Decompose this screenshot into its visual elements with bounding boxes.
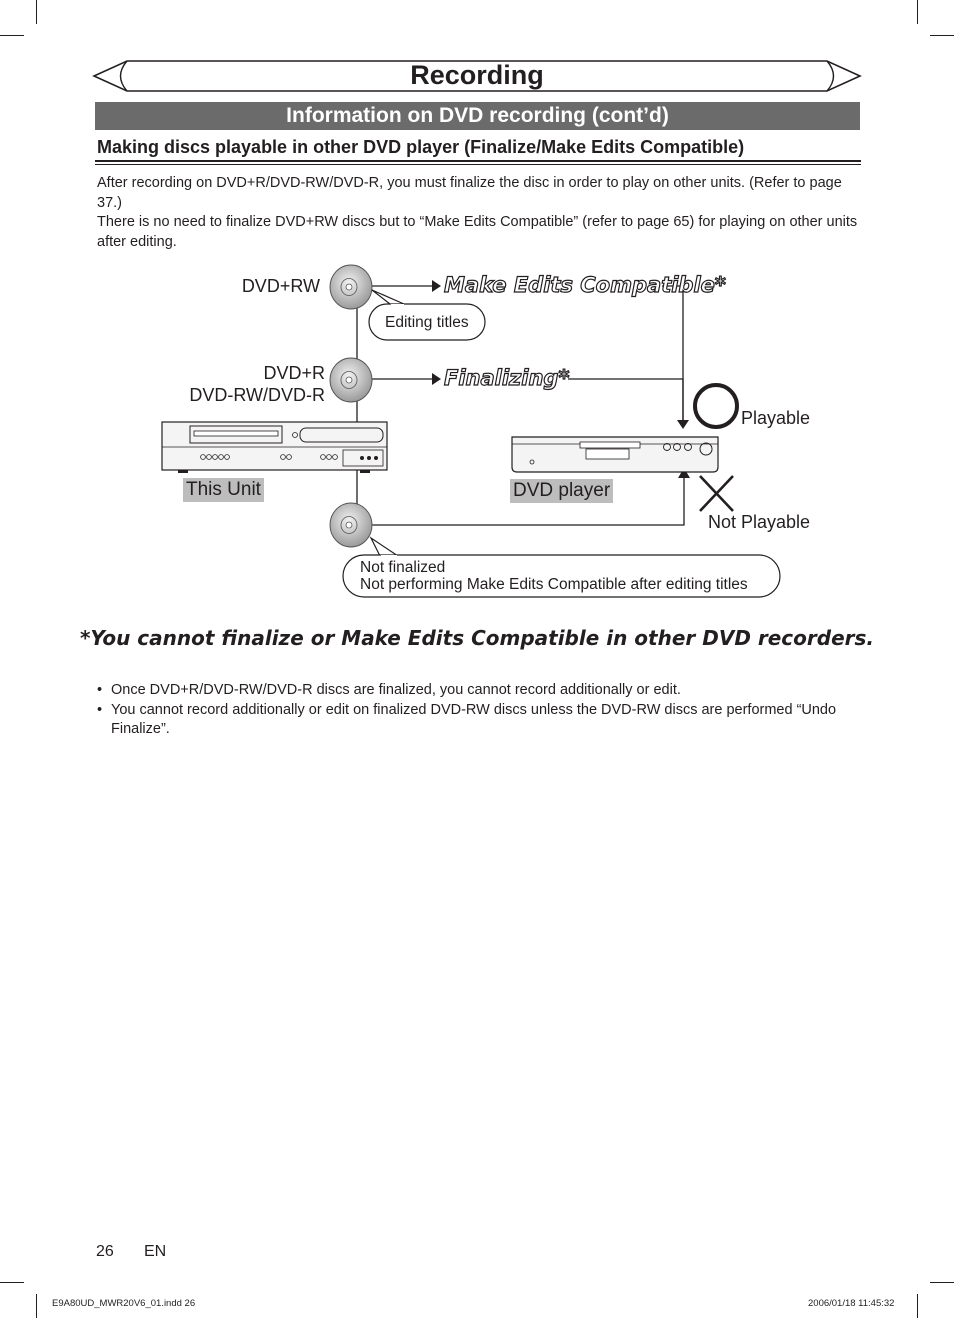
crop-mark — [36, 0, 37, 24]
make-edits-compatible-heading: Make Edits Compatible* — [444, 273, 726, 297]
bullet-text: You cannot record additionally or edit on finalized DVD-RW discs unless the DVD-RW discs are performed “Undo Finalize”. — [111, 701, 837, 737]
crop-mark — [917, 0, 918, 24]
disc-label-dvd-r-plus: DVD+R — [263, 363, 325, 383]
recorder-device — [162, 422, 387, 473]
crop-mark — [36, 1294, 37, 1318]
footer-file: E9A80UD_MWR20V6_01.indd 26 — [52, 1298, 196, 1309]
disc-icon — [330, 358, 372, 402]
crop-mark — [930, 1282, 954, 1283]
intro-paragraph: After recording on DVD+R/DVD-RW/DVD-R, you must finalize the disc in order to play on other units. (Refer to page 37.) — [97, 175, 842, 211]
section-title: Information on DVD recording (cont’d) — [95, 102, 860, 130]
bullet-marker: • — [97, 701, 103, 718]
footer-timestamp: 2006/01/18 11:45:32 — [808, 1298, 895, 1309]
circle-icon — [695, 385, 737, 427]
list-item — [97, 701, 857, 740]
not-finalized-text: Not finalized — [360, 559, 446, 576]
note-text: *You cannot finalize or Make Edits Compatible in other DVD recorders. — [79, 626, 875, 650]
intro-paragraph: There is no need to finalize DVD+RW discs but to “Make Edits Compatible” (refer to page 65) for playing on other units after editing. — [97, 214, 858, 250]
this-unit-label: This Unit — [183, 478, 264, 502]
page-number: 26 — [96, 1243, 114, 1260]
disc-icon — [330, 503, 372, 547]
subsection-rule — [95, 164, 861, 165]
crop-mark — [0, 35, 24, 36]
finalizing-heading: Finalizing* — [444, 366, 570, 390]
crop-mark — [930, 35, 954, 36]
arrow-head — [432, 373, 441, 385]
dvd-player-label: DVD player — [510, 479, 613, 503]
dvd-player-device — [512, 437, 718, 472]
arrow-head — [432, 280, 441, 292]
intro-text — [97, 174, 863, 252]
cross-icon — [700, 476, 733, 511]
not-playable-label: Not Playable — [708, 512, 811, 532]
editing-titles-text: Editing titles — [385, 314, 469, 331]
bullet-text: Once DVD+R/DVD-RW/DVD-R discs are finalized, you cannot record additionally or edit. — [111, 682, 681, 698]
bullet-list — [97, 681, 857, 740]
list-item — [97, 681, 857, 701]
crop-mark — [917, 1294, 918, 1318]
disc-icon — [330, 265, 372, 309]
subsection-title: Making discs playable in other DVD player (Finalize/Make Edits Compatible) — [97, 137, 745, 157]
playable-label: Playable — [741, 408, 811, 428]
crop-mark — [0, 1282, 24, 1283]
not-performing-text: Not performing Make Edits Compatible after editing titles — [360, 576, 748, 593]
chapter-title: Recording — [410, 60, 544, 90]
page-language: EN — [144, 1243, 167, 1260]
subsection-rule — [95, 160, 861, 162]
finalize-diagram — [0, 250, 954, 610]
disc-label-dvd-rw-r: DVD-RW/DVD-R — [189, 385, 325, 405]
bullet-marker: • — [97, 682, 103, 698]
disc-label-dvd-rw-plus: DVD+RW — [241, 276, 320, 296]
